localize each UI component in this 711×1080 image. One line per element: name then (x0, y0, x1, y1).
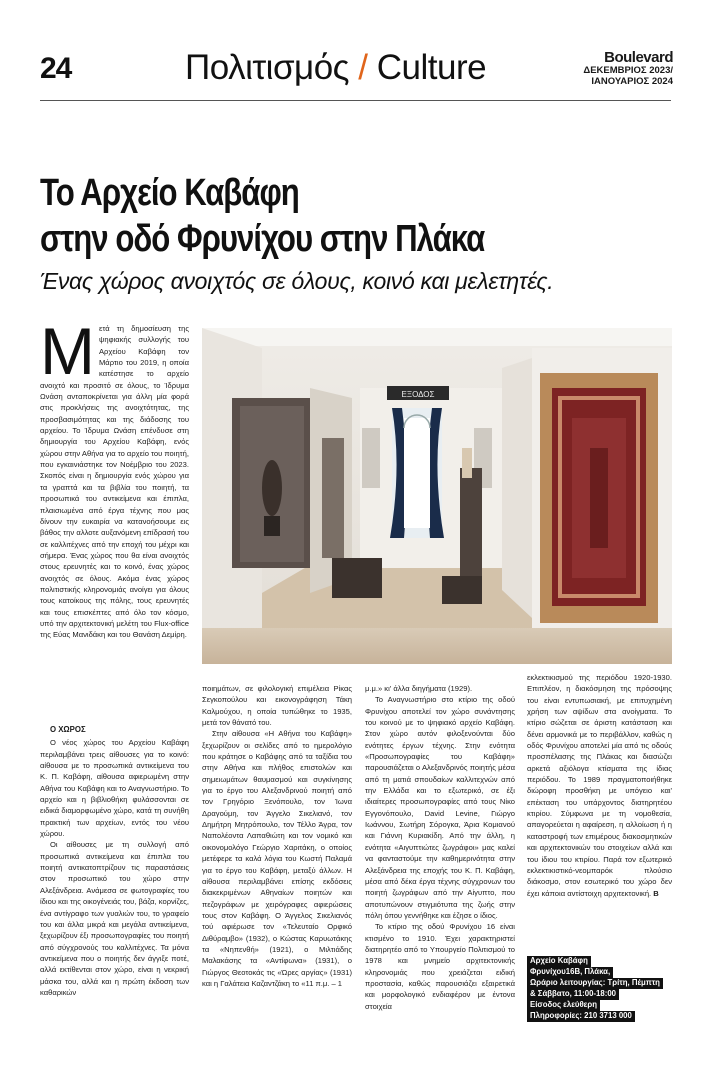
info-venue: Αρχείο Καβάφη (527, 956, 591, 967)
section-title-english: Culture (376, 48, 487, 87)
exhibition-photo (202, 328, 672, 664)
gallery-interior-illustration (202, 328, 672, 664)
info-hours-cont: & Σάββατο, 11:00-18:00 (527, 989, 619, 1000)
end-mark: Β (653, 888, 659, 898)
drop-cap: Μ (40, 314, 95, 388)
article-column-4 (527, 672, 672, 899)
body-paragraph: Ο νέος χώρος του Αρχείου Καβάφη περιλαμβάνει τρεις αίθουσες για το κοινό: αίθουσα με το προσωπικά αντικείμενα του Κ. Π. Καβάφη, αίθουσα αφιερωμένη στην Αθήνα του Καβάφη και το Αναγνωστήριο. Το αρχείο και η βιβλιοθήκη φυλάσσονται σε ειδικά διαμορφωμένο χώρο, κατά τη συνήθη πρακτική των αρχείων, εντός του νέου χώρου. (40, 738, 189, 839)
body-paragraph: Το κτίριο της οδού Φρυνίχου 16 είναι κτισμένο το 1910. Έχει χαρακτηριστεί διατηρητέο από το Υπουργείο Πολιτισμού το 1978 και μνημείο αρχιτεκτονικής κληρονομιάς που χρειάζεται ειδική προστασία, καθώς παρουσιάζει εξαιρετικά και μορφολογικό ενδιαφέρον με έντονα στοιχεία (365, 922, 515, 1011)
intro-paragraph: ετά τη δημοσίευση της ψηφιακής συλλογής του Αρχείου Καβάφη τον Μάρτιο του 2019, η οποία κατέστησε το αρχείο ανοιχτό και προσιτό σε όλους, το Ίδρυμα Ωνάση ανταποκρίνεται για άλλη μία φορά στις προκλήσεις της ανοιχτότητας, της προσβασιμότητας και της διάδοσης του αρχείου. Το Ίδρυμα Ωνάση επένδυσε στη δημιουργία του Αρχείου Καβάφη, ενός χώρου στην Αθήνα για το αρχείο του ποιητή, που εγκαινιάστηκε τον Νοέμβριο του 2023. Σκοπός είναι η δημιουργία ενός χώρου για τα γραπτά και τα βιβλία του ποιητή, τα προσωπικά του αντικείμενα και έπιπλα, πλαισιωμένα από έργα τέχνης που μας δίνουν την ευκαιρία να κατανοήσουμε εις βάθος την αλλοτε αυξανόμενη επίδρασή του σε καλλιτέχνες από την εποχή του μέχρι και σήμερα. Ένας χώρος που θα είναι ανοιχτός στους ερευνητές και το κοινό, ένας χώρος ανοιχτός σε όλους. Ακόμα ένας χώρος πολιτιστικής κληρονομιάς ανοίγει για όλους τους κατοίκους της πόλης, τους ερευνητές και τους επισκέπτες από όλο τον κόσμο, υπό την αρχιτεκτονική μελέτη του Flux-office της Εύας Μανιδάκη και του Θανάση Δεμίρη. (40, 324, 190, 640)
article-column-2 (202, 683, 352, 989)
exit-sign-text: ΕΞΟΔΟΣ (401, 390, 435, 399)
body-paragraph: Το Αναγνωστήριο στο κτίριο της οδού Φρυνίχου αποτελεί τον χώρο συνάντησης του κοινού με το ψηφιακό αρχείο Καβάφη. Στον χώρο αυτόν φιλοξενούνται δύο ενότητες έργων τέχνης. Στην ενότητα «Προσωπογραφίες του Καβάφη» παρουσιάζεται ο Αλεξανδρινός ποιητής μέσα από τη ματιά σπουδαίων καλλιτεχνών από την Ελλάδα και το εξωτερικό, σε έξι ιδιαίτερες προσωπογραφίες από τους Νίκο Εγγονόπουλο, David Levine, Γιώργο Ιωάννου, Σωτήρη Σόρογκα, Άρια Κομιανού και Γιάννη Κυριακίδη. Από την άλλη, η ενότητα «Αιγυπτιώτες ζωγράφοι» μας καλεί να φανταστούμε την καθημερινότητα στην Αλεξάνδρεια της εποχής του Κ. Π. Καβάφη, μέσα από δέκα έργα τέχνης σύγχρονων του ποιητή ζωγράφων από την Αίγυπτο, που αποτυπώνουν στιγμιότυπα της ζωής στην πόλη όπου γεννήθηκε και έζησε ο ίδιος. (365, 695, 515, 920)
body-paragraph: ποιημάτων, σε φιλολογική επιμέλεια Ρίκας Σεγκοπούλου και εικονογράφηση Τάκη Καλμούχου, η οποία τυπώθηκε το 1935, μετά τον θάνατό του. (202, 684, 352, 728)
info-address: Φρυνίχου16Β, Πλάκα, (527, 967, 613, 978)
brand-logo: Boulevard (604, 49, 673, 66)
masthead (583, 51, 673, 87)
body-paragraph (527, 672, 672, 899)
title-line-2: στην οδό Φρυνίχου στην Πλάκα (40, 218, 485, 260)
article-title (40, 170, 484, 262)
header-divider (40, 100, 671, 101)
article-column-1 (40, 314, 190, 641)
visitor-info-box (527, 956, 663, 1022)
article-column-1-lower (40, 720, 189, 998)
issue-date-line2: ΙΑΝΟΥΑΡΙΟΣ 2024 (591, 76, 673, 87)
article-column-3 (365, 683, 515, 1012)
info-phone: Πληροφορίες: 210 3713 000 (527, 1011, 635, 1022)
section-heading: Ο ΧΩΡΟΣ (50, 725, 86, 734)
section-separator: / (349, 48, 377, 87)
section-title-greek: Πολιτισμός (185, 48, 350, 87)
body-paragraph: Οι αίθουσες με τη συλλογή από προσωπικά αντικείμενα και έπιπλα του ποιητή αντικατοπτρίζουν τις παραστάσεις στον προσωπικό του χώρο στην Αλεξάνδρεια. Ανάμεσα σε φωτογραφίες του ίδιου και της οικογένειάς του, βάζα, κορνίζες, ένα αντίγραφο των γυαλιών του, το γραφείο του και άλλα μικρά και μεγάλα αντικείμενα, ξεχωρίζουν έξι προσωπογραφίες του ποιητή από σύγχρονούς του καλλιτέχνες. Τα μόνα αντικείμενα που ο ποιητής δεν άγγιξε ποτέ, αλλά εκτίθενται στον χώρο, είναι η νεκρική μάσκα του, αλλά και η πρώτη έκδοση των καθαρικών (40, 840, 189, 997)
info-admission: Είσοδος ελεύθερη (527, 1000, 600, 1011)
body-paragraph: μ.μ.» κι' άλλα διηγήματα (1929). (365, 684, 473, 693)
issue-date-line1: ΔΕΚΕΜΒΡΙΟΣ 2023/ (583, 65, 673, 76)
closing-paragraph-text: εκλεκτικισμού της περιόδου 1920-1930. Επιπλέον, η διακόσμηση της πρόσοψης του είναι εντυπωσιακή, με επιτυχημένη χρήση των αψίδων στα ανοίγματα. Το κτίριο σώζεται σε άριστη κατάσταση και δένει αρμονικά με το περιβάλλον, καθώς η οδός Φρυνίχου αποτελεί μία από τις οδούς προσπέλασης της Πλάκας και διασώζει αρκετά αξιόλογα κτίσματα της ίδιας περιόδου. Το 1989 πραγματοποιήθηκε διώροφη προσθήκη με υπόγειο και' επέκταση του υπάρχοντος διατηρητέου κτιρίου. Σύμφωνα με τη νομοθεσία, απαγορεύεται η αφαίρεση, η αλλοίωση ή η καταστροφή των επιμέρους διακοσμητικών και αρχιτεκτονικών του στοιχείων αλλά και του ίδιου του κτιρίου. Παρά τον εξωτερικό εκλεκτικιστικό-νεομπαρόκ πλούσιο διάκοσμο, στον εσωτερικό του χώρο δεν έχει κάποια αντίστοιχη αρχιτεκτονική. (527, 673, 672, 898)
info-hours: Ωράριο λειτουργίας: Τρίτη, Πέμπτη (527, 978, 663, 989)
article-subtitle: Ένας χώρος ανοιχτός σε όλους, κοινό και μελετητές. (40, 268, 554, 294)
section-title (185, 48, 486, 88)
body-paragraph: Στην αίθουσα «Η Αθήνα του Καβάφη» ξεχωρίζουν οι σελίδες από το ημερολόγιο που κράτησε ο Καβάφης από τα ταξίδια του στην Αθήνα και πλήθος επιστολών και σημειωμάτων θαυμασμού και συγκίνησης για το έργο του Αλεξανδρινού ποιητή από τον Γρηγόριο Ξενόπουλο, τον Ίωνα Δραγούμη, τον Άγγελο Σικελιανό, τον Δημήτρη Μητρόπουλο, τον Τέλλο Άγρα, τον Ναπολέοντα Λαπαθιώτη και τον νομικό και οικονομολόγο Γεώργιο Χαριτάκη, ο οποίος μετέφερε τα καλά λόγια του Κωστή Παλαμά για το έργο του Καβάφη, μεταξύ άλλων. Η αίθουσα περιλαμβάνει επίσης εκδόσεις διακεκριμένων Αθηναίων ποιητών και πεζογράφων με χειρόγραφες αφιερώσεις τους στον Καβάφη. Ο Άγγελος Σικελιανός τού αφιέρωσε τον «Τελευταίο Ορφικό Διθύραμβο» (1932), ο Κώστας Καρυωτάκης τα «Νηπενθή» (1921), ο Μιλτιάδης Μαλακάσης τα «Αντίφωνα» (1931), ο Γιώργος Θεοτοκάς τις «Ώρες αργίας» (1931) και η Γαλάτεια Καζαντζάκη το «11 π.μ. – 1 (202, 729, 352, 988)
title-line-1: Το Αρχείο Καβάφη (40, 172, 299, 214)
page-number: 24 (40, 52, 72, 85)
